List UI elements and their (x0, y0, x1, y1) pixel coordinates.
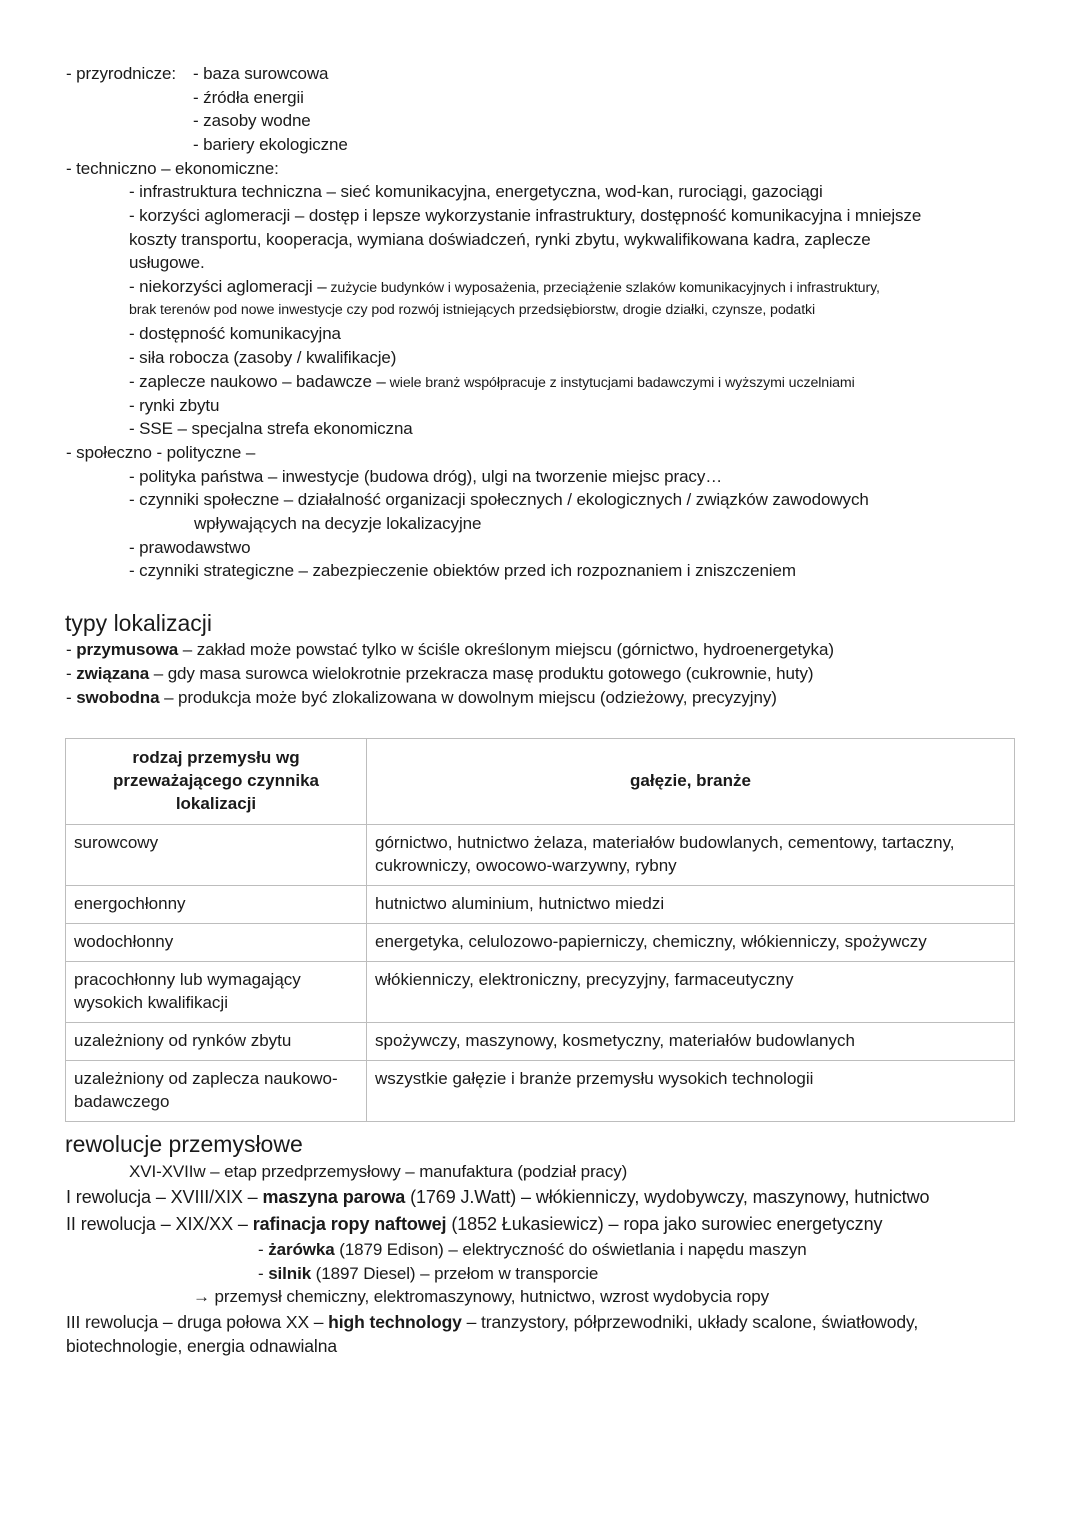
third-revolution-line (66, 1311, 918, 1334)
sse-item: - SSE – specjalna strefa ekonomiczna (129, 419, 413, 438)
location-type-item (66, 662, 813, 685)
table-row (66, 1061, 1015, 1122)
revolution-term: żarówka (268, 1240, 335, 1259)
header-branches: gałęzie, branże (367, 739, 1015, 825)
research-term: - zaplecze naukowo – badawcze – (129, 372, 386, 391)
location-type-item (66, 638, 834, 661)
revolution-desc: – tranzystory, półprzewodniki, układy scalone, światłowody, (461, 1312, 919, 1332)
branches-cell: hutnictwo aluminium, hutnictwo miedzi (367, 886, 1015, 924)
bullet-dash: - (66, 640, 77, 659)
branches-cell: wszystkie gałęzie i branże przemysłu wysokich technologii (367, 1061, 1015, 1122)
industry-type-cell: uzależniony od zaplecza naukowo-badawczego (66, 1061, 367, 1122)
location-types-heading: typy lokalizacji (65, 610, 212, 636)
table-row (66, 1023, 1015, 1061)
location-type-desc: – produkcja może być zlokalizowana w dowolnym miejscu (odzieżowy, precyzyjny) (159, 688, 777, 707)
agglomeration-costs-term: - niekorzyści aglomeracji – (129, 277, 327, 296)
industry-type-cell: wodochłonny (66, 924, 367, 962)
labor-item: - siła robocza (zasoby / kwalifikacje) (129, 348, 397, 367)
revolution-desc: (1879 Edison) – elektryczność do oświetlania i napędu maszyn (334, 1240, 807, 1259)
social-factors-label: - społeczno - polityczne – (66, 443, 256, 462)
research-item (129, 370, 855, 395)
social-item-cont: wpływających na decyzje lokalizacyjne (194, 514, 482, 533)
markets-item: - rynki zbytu (129, 396, 220, 415)
revolution-term: silnik (268, 1264, 312, 1283)
revolution-term: high technology (328, 1312, 462, 1332)
revolution-desc: (1852 Łukasiewicz) – ropa jako surowiec energetyczny (446, 1214, 883, 1234)
table-row (66, 924, 1015, 962)
third-revolution-cont: biotechnologie, energia odnawialna (66, 1336, 337, 1356)
social-item: - czynniki społeczne – działalność organizacji społecznych / ekologicznych / związków zawodowych (129, 490, 869, 509)
branches-cell: spożywczy, maszynowy, kosmetyczny, materiałów budowlanych (367, 1023, 1015, 1061)
header-industry-type: rodzaj przemysłu wg przeważającego czynnika lokalizacji (66, 739, 367, 825)
natural-factors-label: - przyrodnicze: (66, 64, 176, 83)
table-row (66, 886, 1015, 924)
second-revolution-result: → przemysł chemiczny, elektromaszynowy, hutnictwo, wzrost wydobycia ropy (193, 1287, 770, 1306)
industry-location-table (65, 738, 1015, 1122)
location-type-term: związana (76, 664, 150, 683)
branches-cell: energetyka, celulozowo-papierniczy, chemiczny, włókienniczy, spożywczy (367, 924, 1015, 962)
location-type-term: przymusowa (76, 640, 179, 659)
bullet-dash: - (66, 664, 77, 683)
agglomeration-benefits-cont: usługowe. (129, 253, 205, 272)
agglomeration-costs-desc: zużycie budynków i wyposażenia, przeciążenie szlaków komunikacyjnych i infrastruktury, (326, 280, 880, 296)
second-revolution-item (258, 1238, 807, 1261)
revolution-desc: (1897 Diesel) – przełom w transporcie (311, 1264, 599, 1283)
research-desc: wiele branż współpracuje z instytucjami badawczymi i wyższymi uczelniami (385, 375, 855, 391)
revolution-desc: (1769 J.Watt) – włókienniczy, wydobywczy, maszynowy, hutnictwo (405, 1187, 930, 1207)
second-revolution-item (258, 1262, 598, 1285)
location-type-desc: – zakład może powstać tylko w ściśle określonym miejscu (górnictwo, hydroenergetyka) (178, 640, 834, 659)
second-revolution-line (66, 1213, 882, 1236)
natural-factor-item: - baza surowcowa (193, 64, 329, 83)
revolution-term: maszyna parowa (262, 1187, 406, 1207)
access-item: - dostępność komunikacyjna (129, 324, 341, 343)
industry-type-cell: surowcowy (66, 825, 367, 886)
natural-factor-item: - zasoby wodne (193, 111, 311, 130)
law-item: - prawodawstwo (129, 538, 251, 557)
branches-cell: włókienniczy, elektroniczny, precyzyjny, farmaceutyczny (367, 962, 1015, 1023)
bullet-dash: - (258, 1264, 269, 1283)
agglomeration-costs-item (129, 275, 880, 300)
agglomeration-benefits-cont: koszty transportu, kooperacja, wymiana doświadczeń, rynki zbytu, wykwalifikowana kadra, zaplecze (129, 230, 871, 249)
branches-cell: górnictwo, hutnictwo żelaza, materiałów budowlanych, cementowy, tartaczny, cukrowniczy, owocowo-warzywny, rybny (367, 825, 1015, 886)
revolution-prefix: III rewolucja – druga połowa XX – (66, 1312, 329, 1332)
table-row (66, 825, 1015, 886)
industry-type-cell: energochłonny (66, 886, 367, 924)
natural-factor-item: - źródła energii (193, 88, 304, 107)
agglomeration-costs-cont: brak terenów pod nowe inwestycje czy pod rozwój istniejących przedsiębiorstw, drogie działki, czynsze, podatki (129, 302, 816, 318)
technical-factors-label: - techniczno – ekonomiczne: (66, 159, 279, 178)
bullet-dash: - (66, 688, 77, 707)
industry-type-cell: uzależniony od rynków zbytu (66, 1023, 367, 1061)
revolution-prefix: I rewolucja – XVIII/XIX – (66, 1187, 263, 1207)
bullet-dash: - (258, 1240, 269, 1259)
industry-type-cell: pracochłonny lub wymagający wysokich kwalifikacji (66, 962, 367, 1023)
policy-item: - polityka państwa – inwestycje (budowa dróg), ulgi na tworzenie miejsc pracy… (129, 467, 723, 486)
natural-factor-item: - bariery ekologiczne (193, 135, 348, 154)
first-revolution-line (66, 1186, 929, 1209)
revolution-prefix: II rewolucja – XIX/XX – (66, 1214, 253, 1234)
pre-industrial-line: XVI-XVIIw – etap przedprzemysłowy – manufaktura (podział pracy) (129, 1162, 628, 1181)
agglomeration-benefits-item: - korzyści aglomeracji – dostęp i lepsze wykorzystanie infrastruktury, dostępność komunikacyjna i mniejsze (129, 206, 922, 225)
location-type-item (66, 686, 777, 709)
table-row (66, 962, 1015, 1023)
revolution-term: rafinacja ropy naftowej (252, 1214, 447, 1234)
infrastructure-item: - infrastruktura techniczna – sieć komunikacyjna, energetyczna, wod-kan, rurociągi, gazociągi (129, 182, 823, 201)
location-type-desc: – gdy masa surowca wielokrotnie przekracza masę produktu gotowego (cukrownie, huty) (149, 664, 814, 683)
location-type-term: swobodna (76, 688, 160, 707)
revolutions-heading: rewolucje przemysłowe (65, 1131, 303, 1157)
strategic-item: - czynniki strategiczne – zabezpieczenie obiektów przed ich rozpoznaniem i zniszczeniem (129, 561, 796, 580)
table-header-row (66, 739, 1015, 825)
